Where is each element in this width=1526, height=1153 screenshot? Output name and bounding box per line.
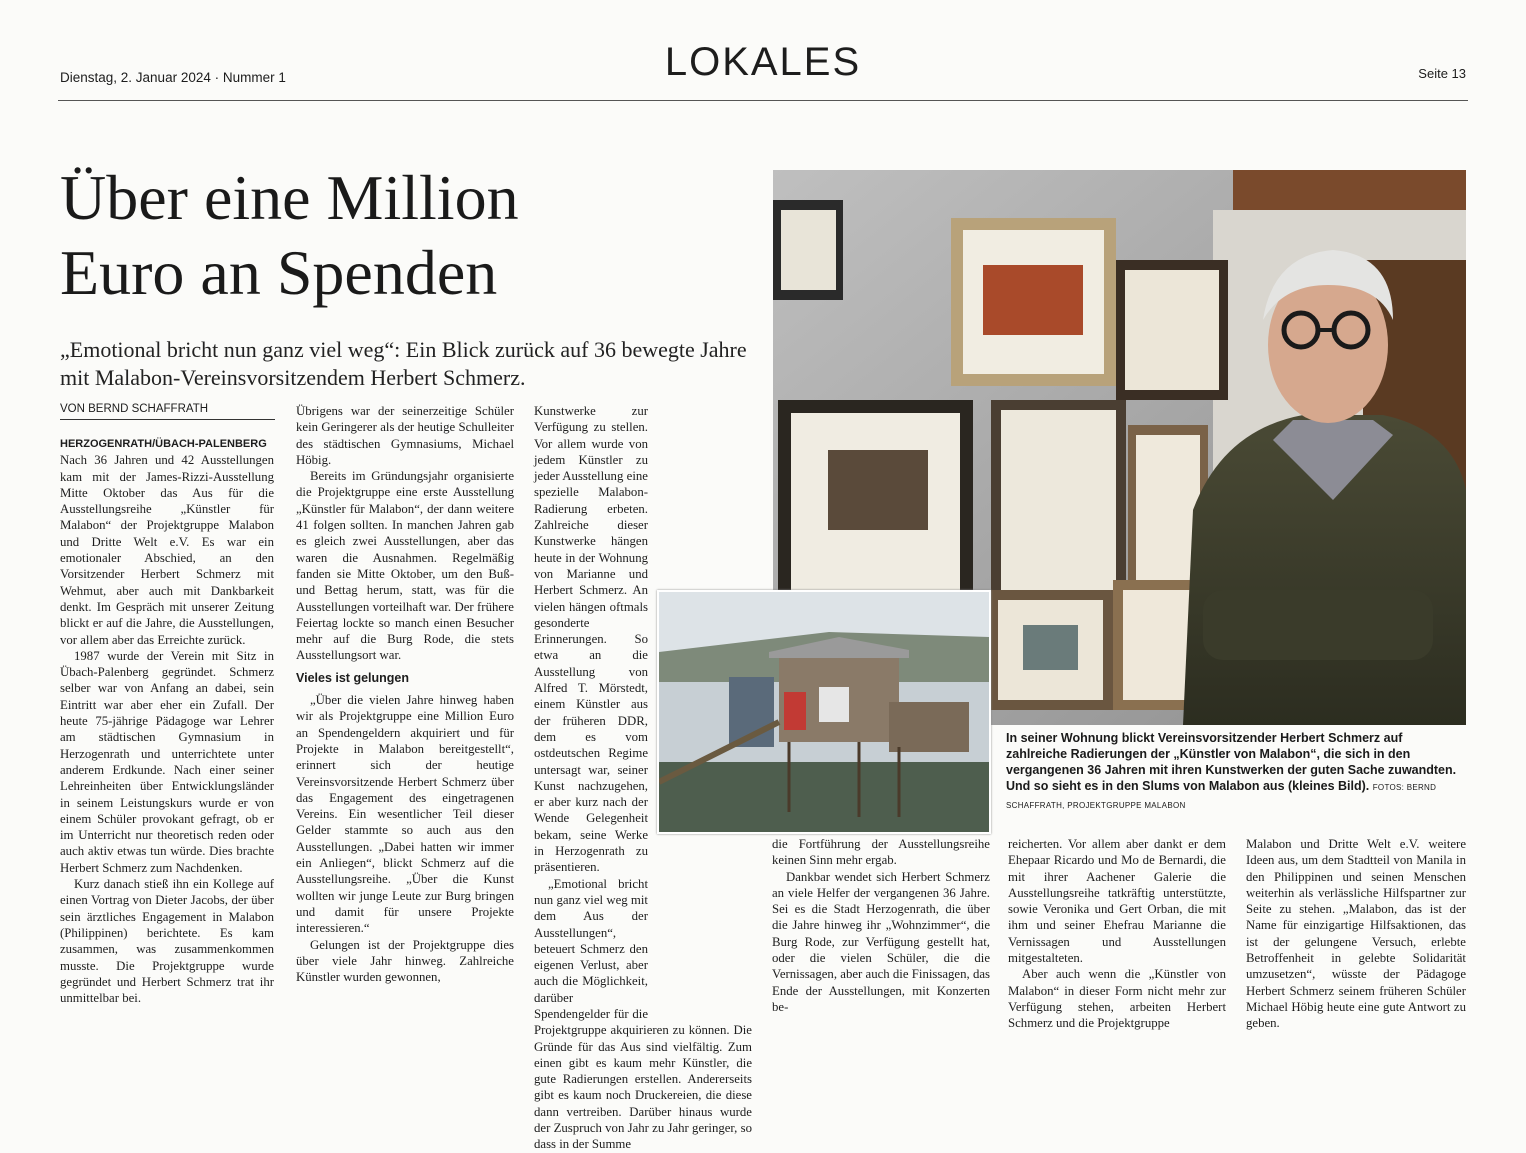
headline	[60, 160, 760, 310]
paragraph: Aber auch wenn die „Künstler von Malabon“ in dieser Form nicht mehr zur Verfügung stehen, arbeiten Herbert Schmerz und die Projektgruppe	[1008, 967, 1226, 1031]
paragraph: Kurz danach stieß ihn ein Kollege auf einen Vortrag von Dieter Jacobs, der über sein ärztliches Engagement in Malabon (Philippinen) berichtete. Es kam zusammen, was zusammenkommen musste. Die Projektgruppe wurde gegründet und Herbert Schmerz trat ihr unmittelbar bei.	[60, 877, 274, 1006]
headline-line-2: Euro an Spenden	[60, 237, 498, 308]
dateline: HERZOGENRATH/ÜBACH-PALENBERG	[60, 438, 267, 450]
masthead-rule	[58, 100, 1468, 101]
paragraph: Kunstwerke zur Verfügung zu stellen. Vor allem wurde von jedem Künstler zu jeder Ausstellung eine spezielle Malabon-Radierung erbeten. Zahlreiche dieser Kunstwerke hängen heute in der Wohnung von Marianne und Herbert Schmerz. An vielen hängen oftmals gesonderte Erinnerungen. So etwa an die Ausstellung von Alfred T. Mörstedt, einem Künstler aus der früheren DDR, dem es vom ostdeutschen Regime untersagt war, seiner Kunst nachzugehen, er aber kurz nach der Wende Gelegenheit bekam, seine Werke in Herzogenrath zu präsentieren.	[534, 404, 648, 875]
column-5	[1008, 836, 1226, 1032]
photo-caption	[1006, 730, 1466, 814]
column-1	[60, 436, 274, 1006]
paragraph: Malabon und Dritte Welt e.V. weitere Ideen aus, um dem Stadtteil von Manila in den Philippinen und seinen Menschen weiterhin als verlässliche Hilfspartner zur Seite zu stehen. „Malabon, das ist der Name für einzigartige Hilfsaktionen, das ist der gelungene Versuch, erlebte Betroffenheit in gelebte Solidarität umzusetzen“, wüsste der Pädagoge Herbert Schmerz seinem früheren Schüler Michael Höbig heute eine gute Antwort zu geben.	[1246, 837, 1466, 1031]
subheadline: „Emotional bricht nun ganz viel weg“: Ein Blick zurück auf 36 bewegte Jahre mit Malabon-Vereinsvorsitzendem Herbert Schmerz.	[60, 337, 747, 390]
byline: VON BERND SCHAFFRATH	[60, 403, 275, 420]
paragraph: Dankbar wendet sich Herbert Schmerz an viele Helfer der vergangenen 36 Jahre. Sei es die Stadt Herzogenrath, die über die Jahre hinweg ihr „Wohnzimmer“, die Burg Rode, zur Verfügung gestellt hat, oder die vielen Schüler, die die Vernissagen, aber auch die Finissagen, das Ende der Ausstellungen, mit Konzerten be-	[772, 869, 990, 1014]
paragraph: 1987 wurde der Verein mit Sitz in Übach-Palenberg gegründet. Schmerz selber war von Anfang an dabei, sein Eintritt war aber eher ein Zufall. Der heute 75-jährige Pädagoge war Lehrer am städtischen Gymnasium in Herzogenrath und unterrichtete unter anderem Erdkunde. Nach einer seiner Lehreinheiten über Entwicklungsländer in seinem Leistungskurs wurde er von einem Schüler provokant gefragt, ob er im Unterricht nur theoretisch reden oder auch aktiv etwas tun würde. Dies brachte Herbert Schmerz zum Nachdenken.	[60, 648, 274, 875]
caption-text: In seiner Wohnung blickt Vereinsvorsitzender Herbert Schmerz auf zahlreiche Radierungen der „Künstler von Malabon“, die sich in den vergangenen 36 Jahren mit ihren Kunstwerken der guten Sache zuwandten. Und so sieht es in den Slums von Malabon aus (kleines Bild).	[1006, 731, 1457, 793]
section-title: LOKALES	[664, 40, 862, 84]
inset-photo	[657, 590, 991, 834]
inset-photo-illustration	[659, 592, 989, 832]
photo-credit: FOTOS: BERND SCHAFFRATH, PROJEKTGRUPPE MALABON	[1006, 783, 1437, 810]
paragraph: Übrigens war der seinerzeitige Schüler kein Geringerer als der heutige Schulleiter des städtischen Gymnasiums, Michael Höbig.	[296, 404, 514, 467]
column-2	[296, 403, 514, 985]
paragraph: „Über die vielen Jahre hinweg haben wir als Projektgruppe eine Million Euro an Spendengeldern akquiriert und für Projekte in Malabon bereitgestellt“, erinnert sich der heutige Vereinsvorsitzende Herbert Schmerz über das Engagement des eingetragenen Vereins. Ein wesentlicher Teil dieser Gelder stammte so auch aus den Ausstellungen. „Dabei hatten wir immer ein Anliegen“, blickt Schmerz auf die Ausstellungsreihe. „Über die Kunst wollten wir junge Leute zur Burg bringen und damit für unsere Projekte interessieren.“	[296, 693, 514, 936]
column-6	[1246, 836, 1466, 1032]
column-4	[772, 836, 990, 1015]
paragraph: Nach 36 Jahren und 42 Ausstellungen kam mit der James-Rizzi-Ausstellung Mitte Oktober das Aus für die Ausstellungsreihe „Künstler für Malabon“ der Projektgruppe Malabon und Dritte Welt e.V. Es war ein emotionaler Abschied, an den Vorsitzender Herbert Schmerz mit Wehmut, aber auch mit Dankbarkeit denkt. Im Gespräch mit unserer Zeitung blickt er auf die Jahre, die Ausstellungen, vor allem aber das Erreichte zurück.	[60, 453, 274, 647]
paragraph: reicherten. Vor allem aber dankt er dem Ehepaar Ricardo und Mo de Bernardi, die mit ihrer Aachener Galerie die Ausstellungsreihe tatkräftig unterstützte, sowie Veronika und Gert Orban, die mit ihm und seiner Ehefrau Marianne die Vernissagen und Ausstellungen mitgestalteten.	[1008, 837, 1226, 966]
page-number: Seite 13	[1418, 66, 1466, 81]
paragraph: Gelungen ist der Projektgruppe dies über viele Jahr hinweg. Zahlreiche Künstler wurden gewonnen,	[296, 937, 514, 985]
section-subheading: Vieles ist gelungen	[296, 670, 410, 685]
paragraph: Bereits im Gründungsjahr organisierte die Projektgruppe eine erste Ausstellung „Künstler für Malabon“, der dann weitere 41 folgen sollten. In manchen Jahren gab es gleich zwei Ausstellungen, aber das waren die Ausnahmen. Regelmäßig fanden sie Mitte Oktober, um den Buß- und Bettag herum, statt, was für die Ausstellungen vorteilhaft war. Der frühere Feiertag lockte so manch einen Besucher mehr auf die Burg Rode, die stets Ausstellungsort war.	[296, 469, 514, 663]
paragraph: „Emotional bricht nun ganz viel weg mit dem Aus der Ausstellungen“, beteuert Schmerz den eigenen Verlust, aber auch die Möglichkeit, darüber Spendengelder für die Projektgruppe akquirieren zu können. Die Gründe für das Aus sind vielfältig. Zum einen gibt es kaum mehr Künstler, die gute Radierungen erstellen. Andererseits gibt es kaum noch Druckereien, die diese dann vertreiben. Darüber hinaus wurde der Zuspruch von Jahr zu Jahr geringer, so dass in der Summe	[534, 876, 752, 1152]
paragraph: die Fortführung der Ausstellungsreihe keinen Sinn mehr ergab.	[772, 837, 990, 868]
issue-date: Dienstag, 2. Januar 2024 · Nummer 1	[60, 70, 286, 85]
headline-line-1: Über eine Million	[60, 162, 519, 233]
